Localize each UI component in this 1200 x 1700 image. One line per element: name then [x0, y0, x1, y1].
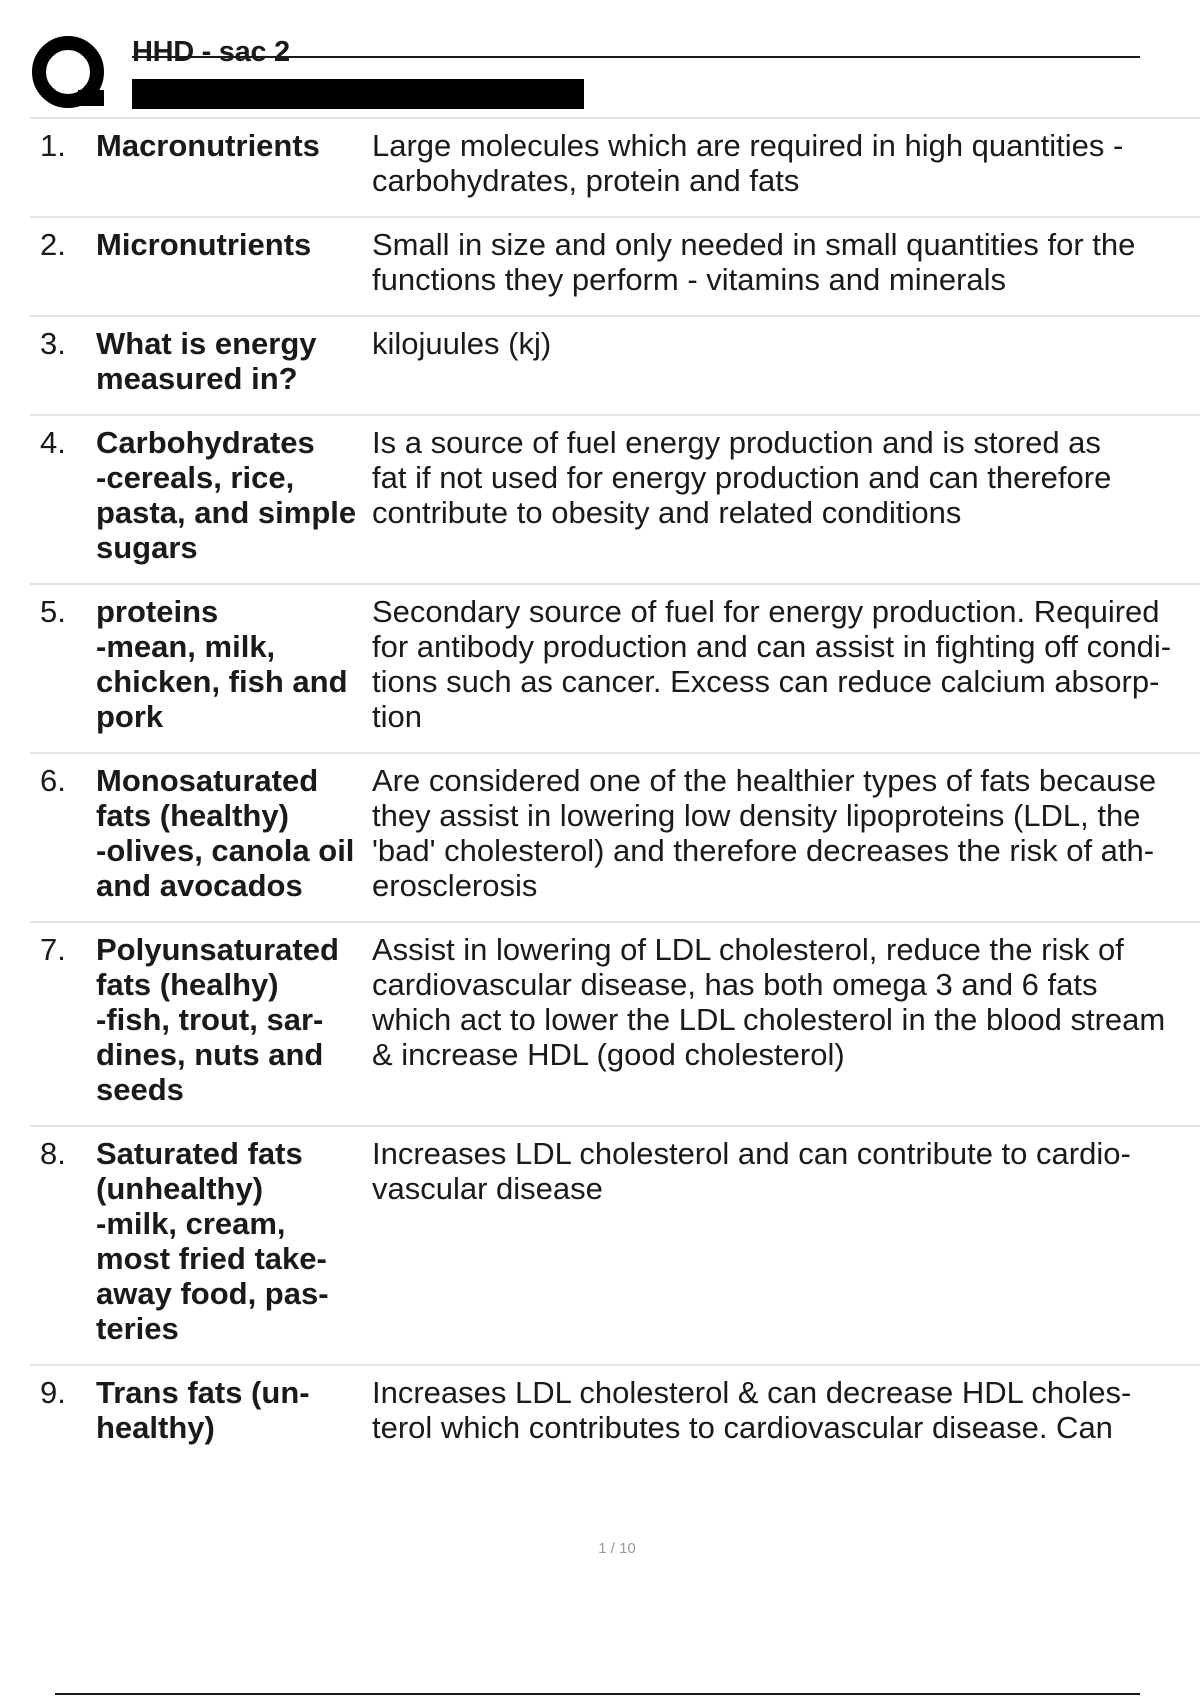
card-term: Monosaturated fats (healthy) -olives, canola oil and avocados — [96, 763, 355, 903]
card-number: 2. — [40, 227, 66, 262]
card-number: 6. — [40, 763, 66, 798]
document-title: HHD - sac 2 — [132, 36, 290, 68]
card-definition: kilojuules (kj) — [372, 326, 552, 361]
card-term: Saturated fats (unhealthy) -milk, cream, most fried take- away food, pas- teries — [96, 1136, 329, 1346]
card-definition: Are considered one of the healthier types of fats because they assist in lowering low density lipoproteins (LDL, the 'bad' cholesterol) and therefore decreases the risk of ath- erosclerosis — [372, 763, 1157, 903]
card-definition: Assist in lowering of LDL cholesterol, reduce the risk of cardiovascular disease, has both omega 3 and 6 fats which act to lower the LDL cholesterol in the blood stream & increase HDL (good cholesterol) — [372, 932, 1166, 1072]
card-term: Polyunsaturated fats (healhy) -fish, trout, sar- dines, nuts and seeds — [96, 932, 339, 1107]
card-number: 1. — [40, 128, 66, 163]
card-number: 9. — [40, 1375, 66, 1410]
card-term: Macronutrients — [96, 128, 320, 163]
card-definition: Increases LDL cholesterol & can decrease HDL choles- terol which contributes to cardiovascular disease. Can — [372, 1375, 1132, 1445]
card-definition: Large molecules which are required in high quantities - carbohydrates, protein and fats — [372, 128, 1124, 198]
footer-divider — [55, 1693, 1140, 1695]
card-definition: Increases LDL cholesterol and can contribute to cardio- vascular disease — [372, 1136, 1131, 1206]
flashcard-row — [30, 752, 1200, 921]
card-number: 5. — [40, 594, 66, 629]
page-indicator: 1 / 10 — [598, 1540, 636, 1557]
card-number: 3. — [40, 326, 66, 361]
redacted-author-bar — [132, 79, 584, 109]
flashcard-row — [30, 414, 1200, 583]
card-number: 7. — [40, 932, 66, 967]
card-term: proteins -mean, milk, chicken, fish and pork — [96, 594, 348, 734]
flashcard-row — [30, 117, 1200, 216]
card-term: What is energy measured in? — [96, 326, 317, 396]
card-number: 4. — [40, 425, 66, 460]
card-number: 8. — [40, 1136, 66, 1171]
card-term: Carbohydrates -cereals, rice, pasta, and simple sugars — [96, 425, 357, 565]
quizlet-q-logo-icon — [30, 34, 110, 114]
flashcard-row — [30, 1125, 1200, 1364]
card-definition: Small in size and only needed in small quantities for the functions they perform - vitamins and minerals — [372, 227, 1136, 297]
card-term: Trans fats (un- healthy) — [96, 1375, 310, 1445]
card-term: Micronutrients — [96, 227, 312, 262]
flashcard-row — [30, 216, 1200, 315]
document-header — [30, 30, 1140, 112]
flashcard-row — [30, 921, 1200, 1125]
flashcard-row — [30, 315, 1200, 414]
flashcard-row — [30, 583, 1200, 752]
flashcard-list — [30, 117, 1200, 1463]
card-definition: Is a source of fuel energy production and is stored as fat if not used for energy production and can therefore contribute to obesity and related conditions — [372, 425, 1112, 530]
flashcard-row — [30, 1364, 1200, 1463]
card-definition: Secondary source of fuel for energy production. Required for antibody production and can assist in fighting off condi- tions such as cancer. Excess can reduce calcium absorp- tion — [372, 594, 1172, 734]
